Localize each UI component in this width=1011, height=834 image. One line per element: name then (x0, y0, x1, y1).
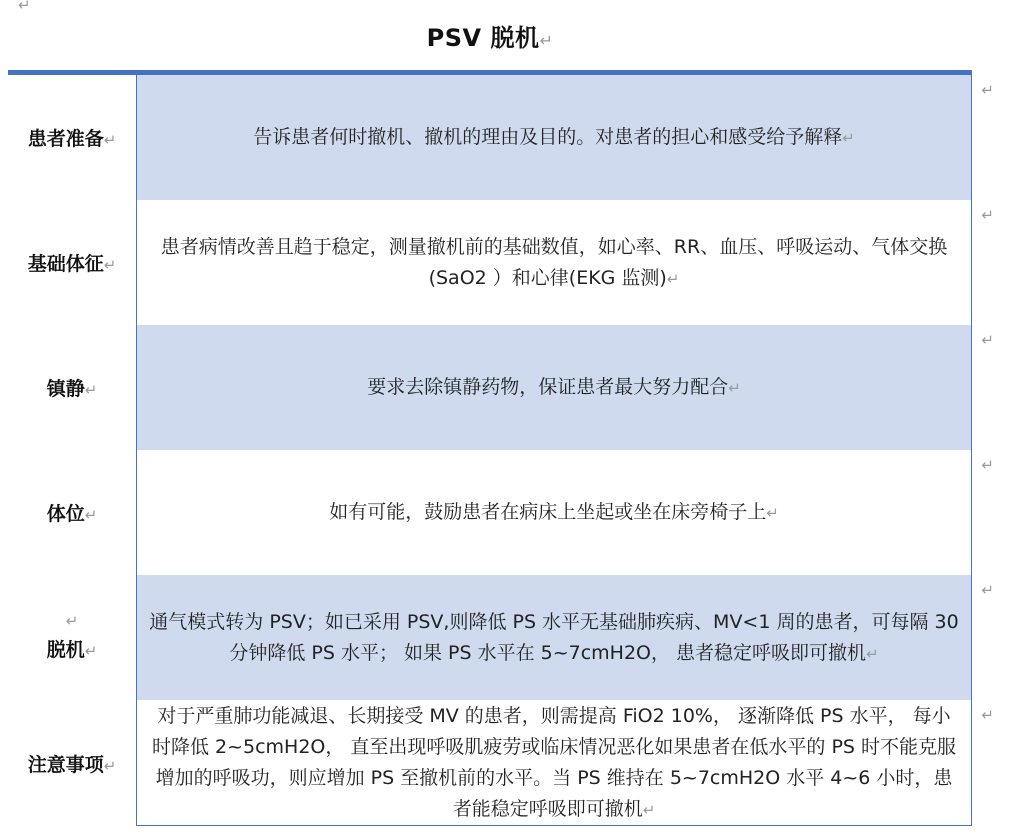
row-end-mark-icon: ↵ (981, 706, 994, 724)
paragraph-mark-icon: ↵ (539, 31, 554, 50)
paragraph-mark-icon: ↵ (103, 256, 117, 274)
row-label-cell (8, 75, 136, 200)
row-end-mark-icon: ↵ (981, 456, 994, 474)
title-text: PSV 脱机 (426, 24, 540, 52)
paragraph-mark-icon: ↵ (18, 0, 31, 14)
table-row (8, 75, 994, 200)
paragraph-mark-icon: ↵ (103, 756, 117, 775)
row-end-mark-icon: ↵ (981, 581, 994, 599)
row-label: 体位 (46, 503, 85, 525)
row-content-cell (136, 325, 972, 450)
row-label-cell (8, 325, 136, 450)
paragraph-mark-icon: ↵ (842, 129, 855, 147)
table-bottom-rule (136, 825, 972, 826)
paragraph-mark-icon: ↵ (84, 641, 98, 660)
row-content-cell (136, 700, 972, 826)
paragraph-mark-icon: ↵ (766, 504, 779, 522)
table-row (8, 200, 994, 325)
row-label: 镇静 (46, 378, 85, 400)
table-row (8, 575, 994, 700)
row-label-cell (8, 450, 136, 575)
row-content-cell (136, 450, 972, 575)
row-content: 要求去除镇静药物，保证患者最大努力配合 (367, 376, 729, 398)
row-end-mark-icon: ↵ (981, 331, 994, 349)
row-content-cell (136, 575, 972, 700)
row-end-mark-icon: ↵ (981, 206, 994, 224)
row-content-cell (136, 200, 972, 325)
paragraph-mark-icon: ↵ (728, 379, 741, 397)
table-row (8, 450, 994, 575)
table-row (8, 325, 994, 450)
row-label: 患者准备 (27, 128, 104, 150)
paragraph-mark-icon: ↵ (666, 269, 680, 288)
row-content: 患者病情改善且趋于稳定，测量撤机前的基础数值，如心率、RR、血压、呼吸运动、气体交换(SaO2 ）和心律(EKG 监测) (160, 235, 948, 289)
row-content: 通气模式转为 PSV；如已采用 PSV,则降低 PS 水平无基础肺疾病、MV<1 周的患者，可每隔 30 分钟降低 PS 水平； 如果 PS 水平在 5~7cmH2O， 患者稳定呼吸即可撤机 (149, 610, 959, 664)
paragraph-mark-icon: ↵ (866, 644, 879, 663)
paragraph-mark-icon: ↵ (84, 381, 98, 399)
row-end-mark-icon: ↵ (981, 81, 994, 99)
row-label-cell (8, 575, 136, 700)
paragraph-mark-icon: ↵ (65, 611, 79, 630)
row-content: 对于严重肺功能减退、长期接受 MV 的患者，则需提高 FiO2 10%， 逐渐降低 PS 水平， 每小时降低 2~5cmH2O， 直至出现呼吸肌疲劳或临床情况恶化如果患者在低水平的 PS 时不能克服增加的呼吸功，则应增加 PS 至撤机前的水平。当 PS 维持在 5~7cmH2O 水平 4~6 小时，患者能稳定呼吸即可撤机 (151, 705, 957, 820)
row-content-cell (136, 75, 972, 200)
row-label: 注意事项 (27, 753, 104, 776)
paragraph-mark-icon: ↵ (642, 801, 656, 819)
row-label: 脱机 (46, 638, 85, 661)
paragraph-mark-icon: ↵ (103, 131, 117, 149)
page-title (0, 18, 980, 53)
table-row (8, 700, 994, 826)
row-label-cell (8, 700, 136, 826)
row-content: 告诉患者何时撤机、撤机的理由及目的。对患者的担心和感受给予解释 (253, 126, 843, 148)
row-label: 基础体征 (27, 253, 104, 275)
row-content: 如有可能，鼓励患者在病床上坐起或坐在床旁椅子上 (329, 501, 767, 523)
row-label-cell (8, 200, 136, 325)
procedure-table (8, 75, 994, 826)
paragraph-mark-icon: ↵ (84, 506, 98, 524)
